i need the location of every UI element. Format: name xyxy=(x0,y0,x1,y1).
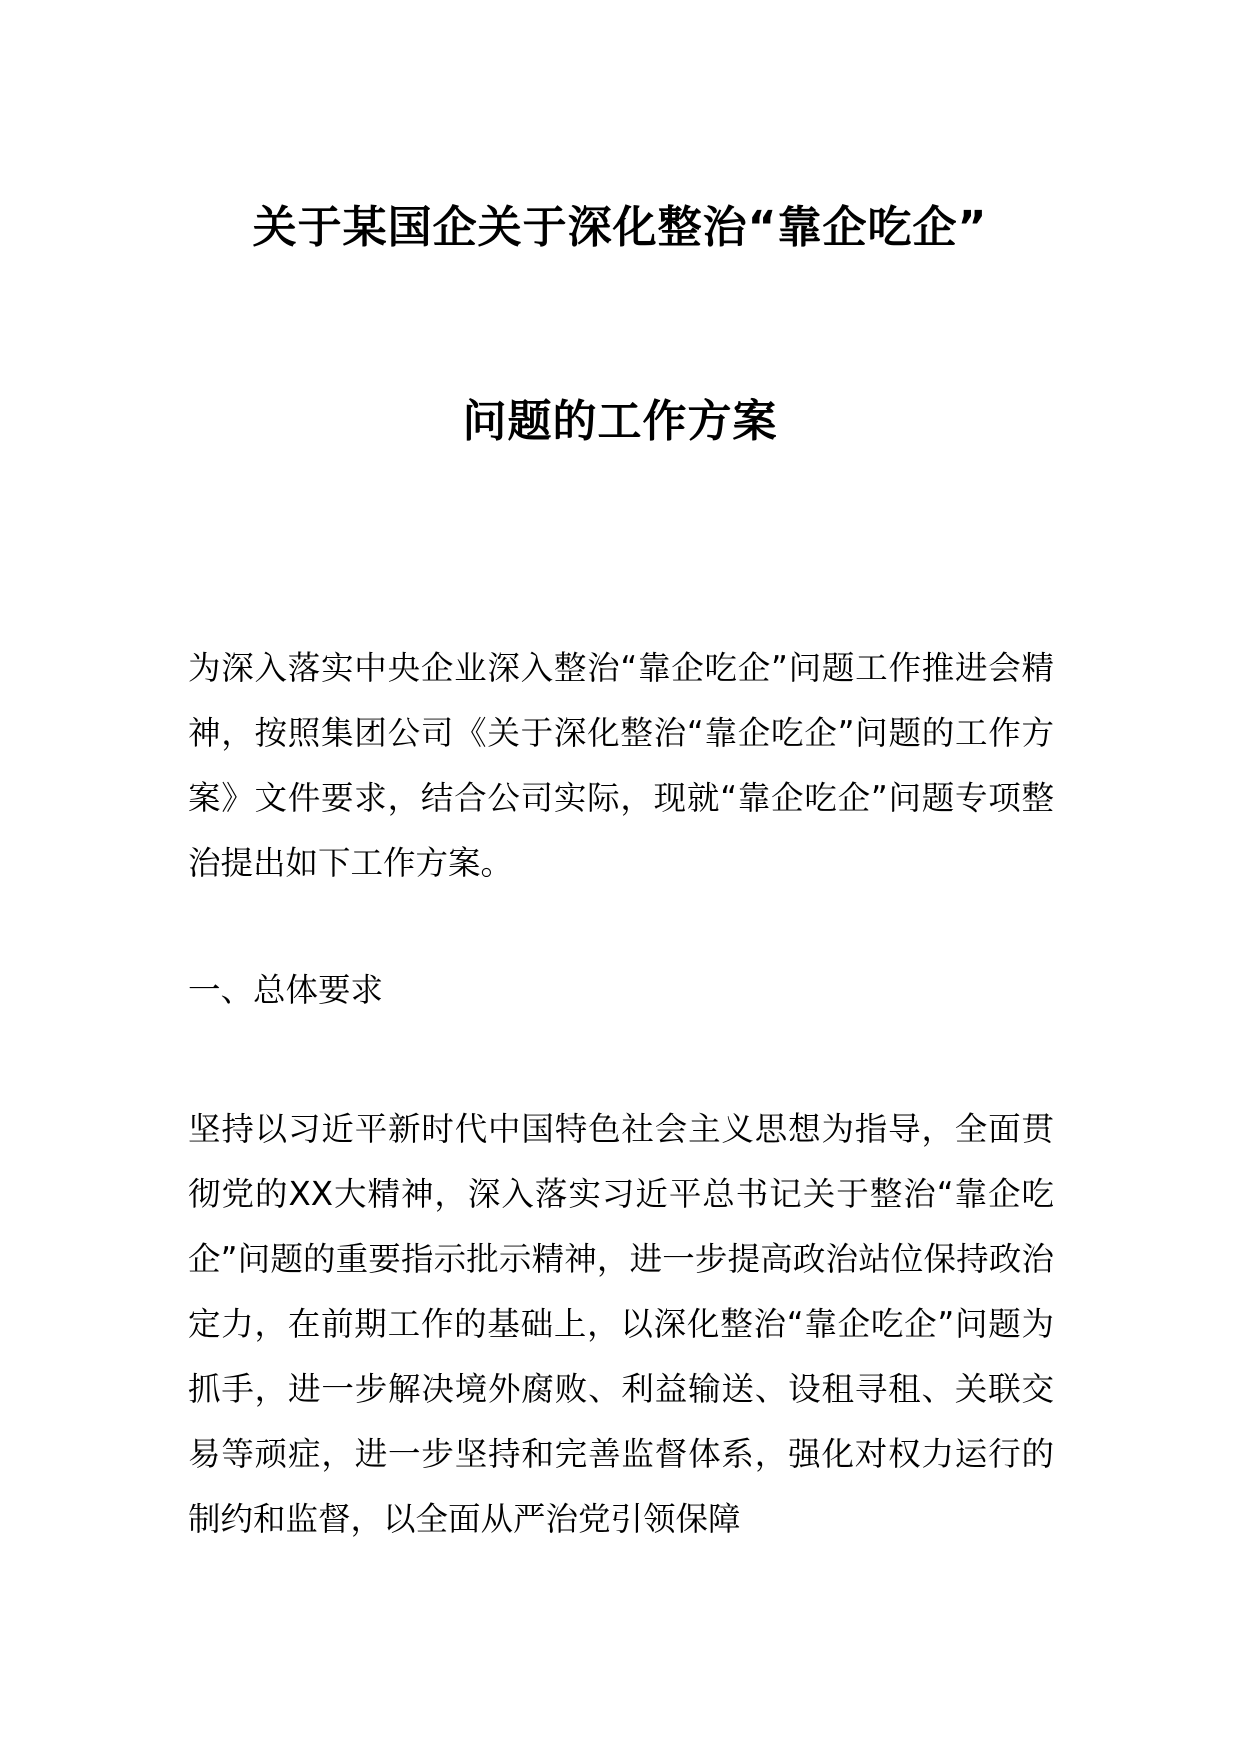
document-title-line-2: 问题的工作方案 xyxy=(462,396,778,447)
intro-paragraph: 为深入落实中央企业深入整治“靠企吃企”问题工作推进会精神，按照集团公司《关于深化整治“靠企吃企”问题的工作方案》文件要求，结合公司实际，现就“靠企吃企”问题专项整治提出如下工作方案。 xyxy=(188,649,1054,882)
section-heading: 一、总体要求 xyxy=(188,971,384,1009)
document-title-line-1: 关于某国企关于深化整治“靠企吃企” xyxy=(252,202,988,253)
section-paragraph: 坚持以习近平新时代中国特色社会主义思想为指导，全面贯彻党的XX大精神，深入落实习近平总书记关于整治“靠企吃企”问题的重要指示批示精神，进一步提高政治站位保持政治定力，在前期工作的基础上，以深化整治“靠企吃企”问题为抓手，进一步解决境外腐败、利益输送、设租寻租、关联交易等顽症，进一步坚持和完善监督体系，强化对权力运行的制约和监督，以全面从严治党引领保障 xyxy=(188,1110,1054,1538)
